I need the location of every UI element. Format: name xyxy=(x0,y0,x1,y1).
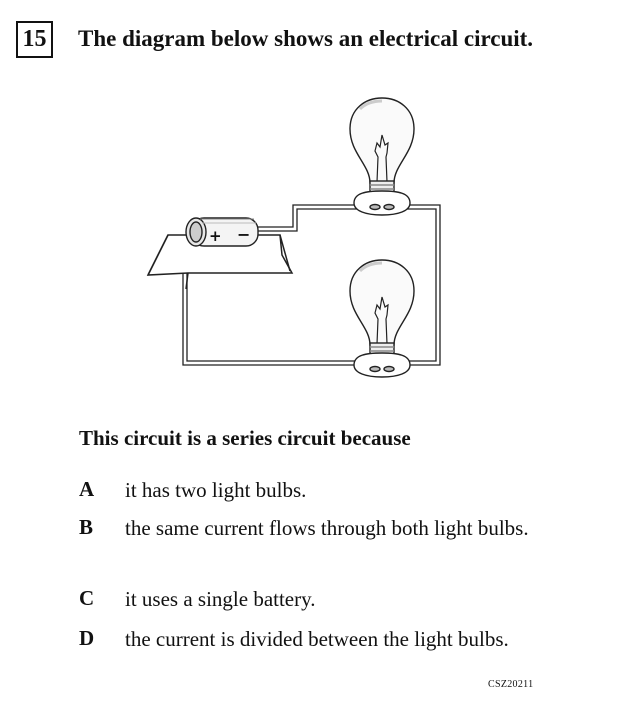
option-text: it uses a single battery. xyxy=(125,587,316,611)
battery-plus-label: + xyxy=(209,227,222,245)
option-text: it has two light bulbs. xyxy=(125,478,307,502)
question-number: 15 xyxy=(16,21,53,58)
question-prompt: The diagram below shows an electrical circuit. xyxy=(78,26,534,51)
top-light-bulb xyxy=(350,98,414,215)
option-letter: B xyxy=(79,515,94,539)
option-text: the same current flows through both light bulbs. xyxy=(125,516,529,540)
bottom-light-bulb xyxy=(350,260,414,377)
option-letter: A xyxy=(79,477,95,501)
option-letter: D xyxy=(79,626,95,650)
circuit-diagram xyxy=(130,95,460,380)
option-letter: C xyxy=(79,586,95,610)
battery-minus-label: − xyxy=(237,225,251,244)
document-code: CSZ20211 xyxy=(488,679,534,690)
question-stem: This circuit is a series circuit because xyxy=(79,426,411,450)
option-text: the current is divided between the light bulbs. xyxy=(125,627,509,651)
